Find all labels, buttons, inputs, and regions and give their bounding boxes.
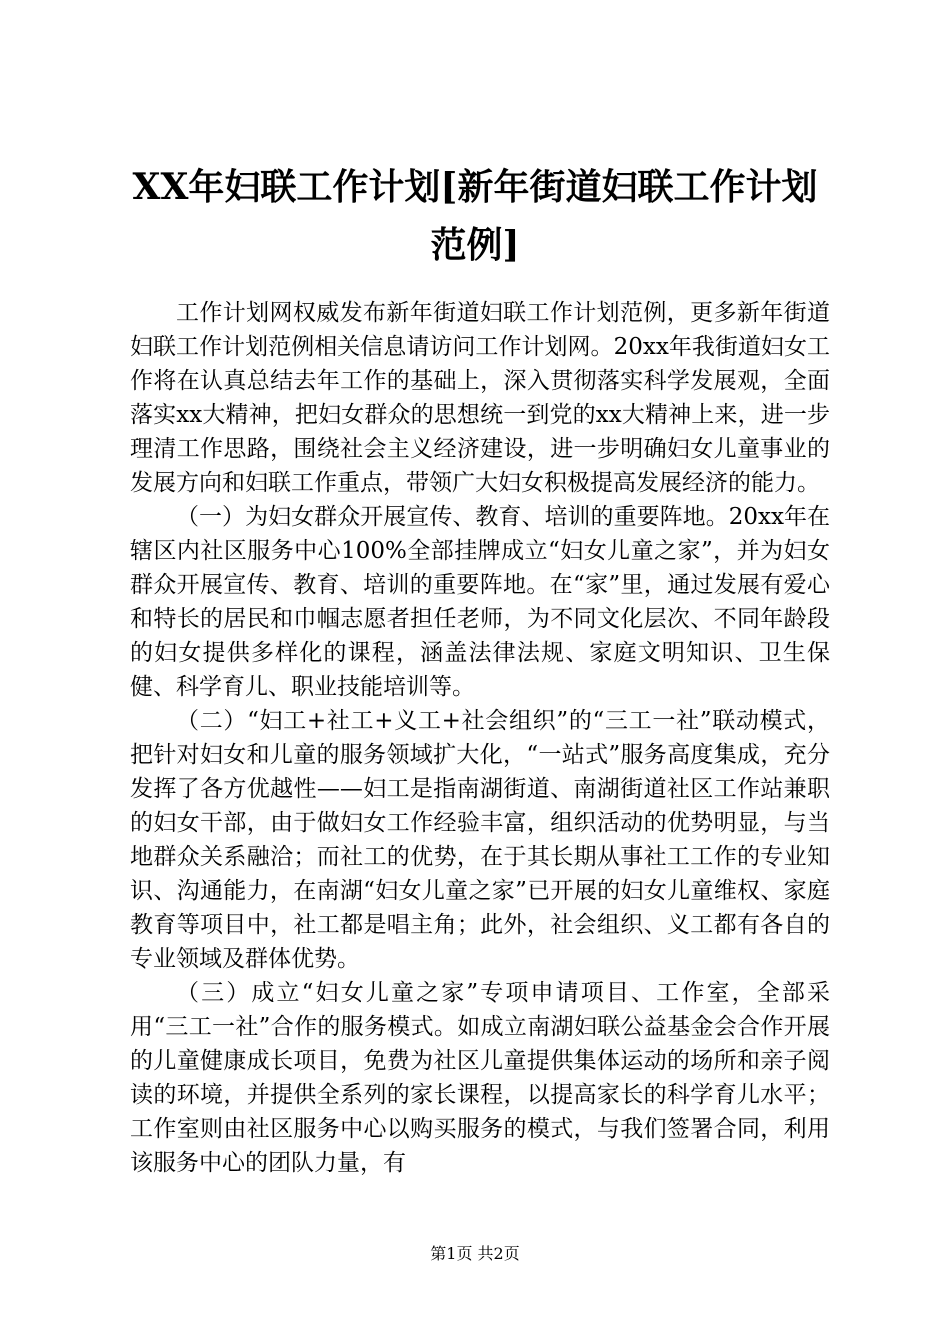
page-number-label: 第1页 共2页 — [430, 1244, 520, 1263]
paragraph-section-2: （二）“妇工+社工+义工+社会组织”的“三工一社”联动模式，把针对妇女和儿童的服务领域扩大化，“一站式”服务高度集成，充分发挥了各方优越性——妇工是指南湖街道、南湖街道社区工作站兼职的妇女干部，由于做妇女工作经验丰富，组织活动的优势明显，与当地群众关系融洽；而社工的优势，在于其长期从事社工工作的专业知识、沟通能力，在南湖“妇女儿童之家”已开展的妇女儿童维权、家庭教育等项目中，社工都是唱主角；此外，社会组织、义工都有各自的专业领域及群体优势。 — [130, 708, 830, 972]
document-title: XX年妇联工作计划[新年街道妇联工作计划范例] — [132, 166, 818, 266]
paragraph-intro: 工作计划网权威发布新年街道妇联工作计划范例，更多新年街道妇联工作计划范例相关信息请访问工作计划网。20xx年我街道妇女工作将在认真总结去年工作的基础上，深入贯彻落实科学发展观，全面落实xx大精神，把妇女群众的思想统一到党的xx大精神上来，进一步理清工作思路，围绕社会主义经济建设，进一步明确妇女儿童事业的发展方向和妇联工作重点，带领广大妇女积极提高发展经济的能力。 — [130, 300, 830, 496]
page-footer — [0, 1244, 950, 1264]
document-body — [130, 296, 830, 1180]
paragraph-section-1: （一）为妇女群众开展宣传、教育、培训的重要阵地。20xx年在辖区内社区服务中心100%全部挂牌成立“妇女儿童之家”，并为妇女群众开展宣传、教育、培训的重要阵地。在“家”里，通过发展有爱心和特长的居民和巾帼志愿者担任老师，为不同文化层次、不同年龄段的妇女提供多样化的课程，涵盖法律法规、家庭文明知识、卫生保健、科学育儿、职业技能培训等。 — [130, 504, 830, 700]
paragraph-section-3: （三）成立“妇女儿童之家”专项申请项目、工作室，全部采用“三工一社”合作的服务模式。如成立南湖妇联公益基金会合作开展的儿童健康成长项目，免费为社区儿童提供集体运动的场所和亲子阅读的环境，并提供全系列的家长课程，以提高家长的科学育儿水平；工作室则由社区服务中心以购买服务的模式，与我们签署合同，利用该服务中心的团队力量，有 — [130, 980, 830, 1176]
